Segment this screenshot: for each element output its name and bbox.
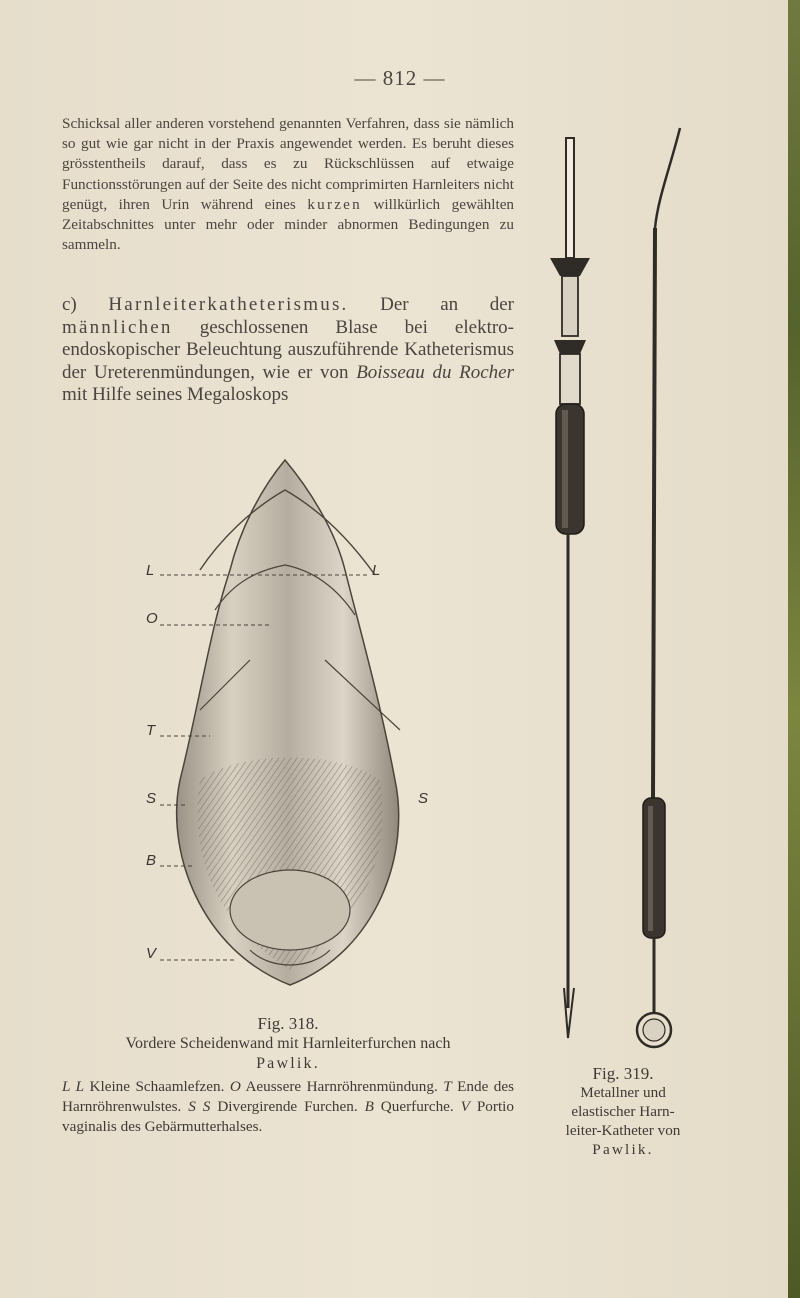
para2-text-c: mit Hilfe seines Megaloskops — [62, 384, 289, 405]
figure-319-caption — [530, 1064, 716, 1159]
para1-tail: willkürlich gewählten Zeitabschnittes unter mehr oder minder abnormen Bedingungen zu sammeln. — [62, 195, 515, 254]
legend-key: T — [443, 1078, 452, 1095]
label-L-left: L — [146, 562, 155, 579]
section-heading: Harnleiterkatheterismus. — [108, 294, 349, 315]
label-T: T — [146, 722, 156, 739]
figure-319-drawing — [540, 108, 695, 1058]
legend-text: Ende des Harnröhrenwulstes. — [62, 1078, 515, 1115]
figure-319-line1: Metallner und — [580, 1084, 666, 1101]
legend-key: B — [364, 1098, 374, 1115]
para2-text-a: Der an der — [380, 294, 515, 315]
figure-318-author: Pawlik. — [256, 1055, 320, 1072]
para2-prefix: c) — [62, 294, 77, 315]
author-name: Boisseau du Rocher — [356, 361, 515, 383]
legend-text: Divergirende Furchen. — [217, 1098, 358, 1115]
legend-key: O — [229, 1078, 241, 1095]
figure-319-illustration — [540, 108, 695, 1058]
label-O: O — [146, 610, 158, 627]
legend-key: S S — [188, 1098, 211, 1115]
legend-text: Kleine Schaamlefzen. — [89, 1078, 225, 1095]
figure-318-caption — [62, 1014, 514, 1074]
page-number: — 812 — — [354, 66, 446, 90]
figure-319-line2: elastischer Harn- — [571, 1103, 675, 1120]
figure-318-drawing — [140, 450, 430, 1010]
para2-emphasis: männlichen — [62, 316, 173, 338]
label-S-left: S — [146, 790, 157, 807]
legend-text: Querfurche. — [380, 1098, 454, 1115]
legend-text: Aeussere Harnröhrenmündung. — [245, 1078, 438, 1095]
paragraph-harnleiterkatheterismus — [62, 294, 514, 407]
figure-318-caption-line: Vordere Scheidenwand mit Harnleiterfurchen nach — [125, 1035, 451, 1052]
para1-text: Schicksal aller anderen vorstehend genannten Verfahren, dass sie nämlich so gut wie gar nicht in der Praxis angewendet werden. Es beruht dieses grösstentheils darauf, dass es zu Rückschlüssen auf etwaige Functionsstörungen auf der Seite des nicht comprimirten Harnleiters nicht genügt, ihren Urin während eines — [62, 115, 514, 213]
legend-key: L L — [62, 1078, 85, 1095]
figure-319-title: Fig. 319. — [592, 1064, 654, 1083]
legend-key: V — [460, 1098, 470, 1115]
label-S-right: S — [418, 790, 429, 807]
book-edge — [788, 0, 800, 1298]
figure-319-line3: leiter-Katheter von — [565, 1122, 681, 1139]
figure-318-title: Fig. 318. — [257, 1014, 319, 1033]
label-L-right: L — [372, 562, 381, 579]
figure-318-illustration — [140, 450, 430, 1010]
figure-319-author: Pawlik. — [592, 1141, 654, 1158]
label-B: B — [146, 852, 157, 869]
para2-text-b: geschlossenen Blase bei elektro-endoskopischer Beleuchtung auszuführende Katheterismus der Ureterenmündungen, wie er von — [62, 316, 514, 383]
figure-318-legend — [62, 1077, 514, 1137]
legend-text: Portio vaginalis des Gebärmutterhalses. — [62, 1098, 514, 1135]
para1-emphasis: kurzen — [307, 195, 362, 213]
paragraph-schicksal — [62, 114, 514, 255]
label-V: V — [146, 945, 157, 962]
